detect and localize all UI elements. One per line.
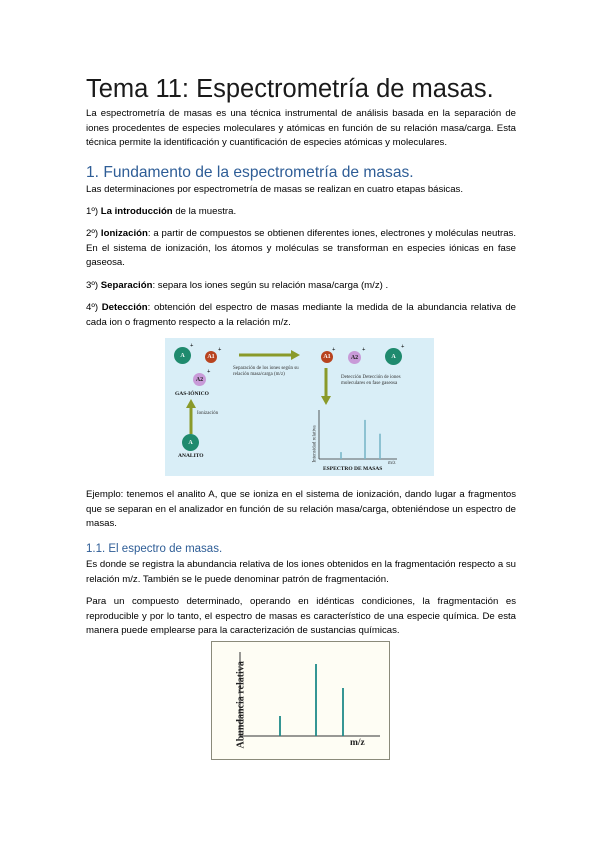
x-axis-label: m/z	[350, 738, 365, 748]
ion-label: A2	[195, 376, 204, 383]
charge-sign: +	[332, 347, 336, 353]
page-title: Tema 11: Espectrometría de masas.	[86, 75, 494, 103]
ion-label: A2	[350, 354, 359, 361]
step-2	[86, 227, 516, 271]
step-term: Detección	[101, 302, 148, 313]
mass-spectrum-figure	[211, 641, 390, 760]
ionization-label: Ionización	[197, 411, 219, 416]
intro-paragraph: La espectrometría de masas es una técnica instrumental de análisis basada en la separación de iones procedentes de especies moleculares y atómicas en función de su relación masa/carga. Esta técnica permite la identificación y cuantificación de especies atómicas y moleculares.	[86, 108, 516, 148]
charge-sign: +	[362, 347, 366, 353]
ion-label: A	[180, 352, 185, 359]
step-number: 2º)	[86, 228, 99, 239]
ion-label: A	[391, 353, 396, 360]
ion-a2-circle	[348, 351, 361, 364]
subsection-heading: 1.1. El espectro de masas.	[86, 543, 223, 555]
step-text: : separa los iones según su relación masa/carga (m/z) .	[152, 280, 389, 291]
ion-label: A	[188, 439, 193, 446]
charge-sign: +	[207, 369, 211, 375]
step-3	[86, 279, 516, 294]
ion-label: A1	[207, 354, 215, 360]
step-number: 1º)	[86, 206, 99, 217]
charge-sign: +	[218, 347, 222, 353]
step-term: La introducción	[100, 206, 173, 217]
step-term: Ionización	[100, 228, 148, 239]
ionization-arrow-head	[186, 399, 196, 408]
detection-arrow-head	[321, 396, 331, 405]
section-heading: 1. Fundamento de la espectrometría de masas.	[86, 164, 414, 181]
step-1	[86, 205, 516, 220]
separation-label: Separación de los iones según su relación masa/carga (m/z)	[233, 366, 299, 377]
analyte-circle	[182, 434, 199, 451]
spectrum-x-label: m/z	[388, 461, 396, 466]
charge-sign: +	[190, 343, 194, 349]
detection-label: Detección Detección de iones moleculares en fase gaseosa	[341, 375, 401, 386]
subsection-paragraph-2: Para un compuesto determinado, operando en idénticas condiciones, la fragmentación es reproducible y por lo tanto, el espectro de masas es característico de una especie química. De esta manera puede emplearse para la caracterización de sustancias químicas.	[86, 596, 516, 636]
analito-label: ANALITO	[178, 453, 204, 459]
y-axis-label: Abundancia relativa	[235, 661, 247, 749]
subsection-paragraph-1: Es donde se registra la abundancia relativa de los iones obtenidos en la fragmentación respecto a su relación m/z. También se le puede denominar patrón de fragmentación.	[86, 559, 516, 585]
step-text: de la muestra.	[172, 206, 237, 217]
ion-label: A1	[323, 354, 331, 360]
step-text: : obtención del espectro de masas mediante la medida de la abundancia relativa de cada ion o fragmento respecto a la relación m/z.	[86, 302, 516, 328]
step-text: : a partir de compuestos se obtienen diferentes iones, electrones y moléculas neutras. En el sistema de ionización, los átomos y moléculas se transforman en especies iónicas en fase gaseosa.	[86, 228, 516, 268]
charge-sign: +	[401, 344, 405, 350]
ion-a-circle	[385, 348, 402, 365]
step-number: 4º)	[86, 302, 99, 313]
step-4	[86, 301, 516, 330]
example-paragraph: Ejemplo: tenemos el analito A, que se ioniza en el sistema de ionización, dando lugar a fragmentos que se separan en el analizador en función de su relación masa/carga, obteniéndose un espectro de masas.	[86, 489, 516, 529]
spectrum-y-label: Intensidad relativa	[312, 425, 318, 463]
section-lead: Las determinaciones por espectrometría de masas se realizan en cuatro etapas básicas.	[86, 184, 464, 195]
step-term: Separación	[100, 280, 153, 291]
mass-spectrometry-diagram	[165, 338, 434, 476]
gas-ionico-label: GAS-IÓNICO	[175, 391, 209, 397]
step-number: 3º)	[86, 280, 99, 291]
espectro-label: ESPECTRO DE MASAS	[323, 466, 383, 472]
separation-arrow-head	[291, 350, 300, 360]
